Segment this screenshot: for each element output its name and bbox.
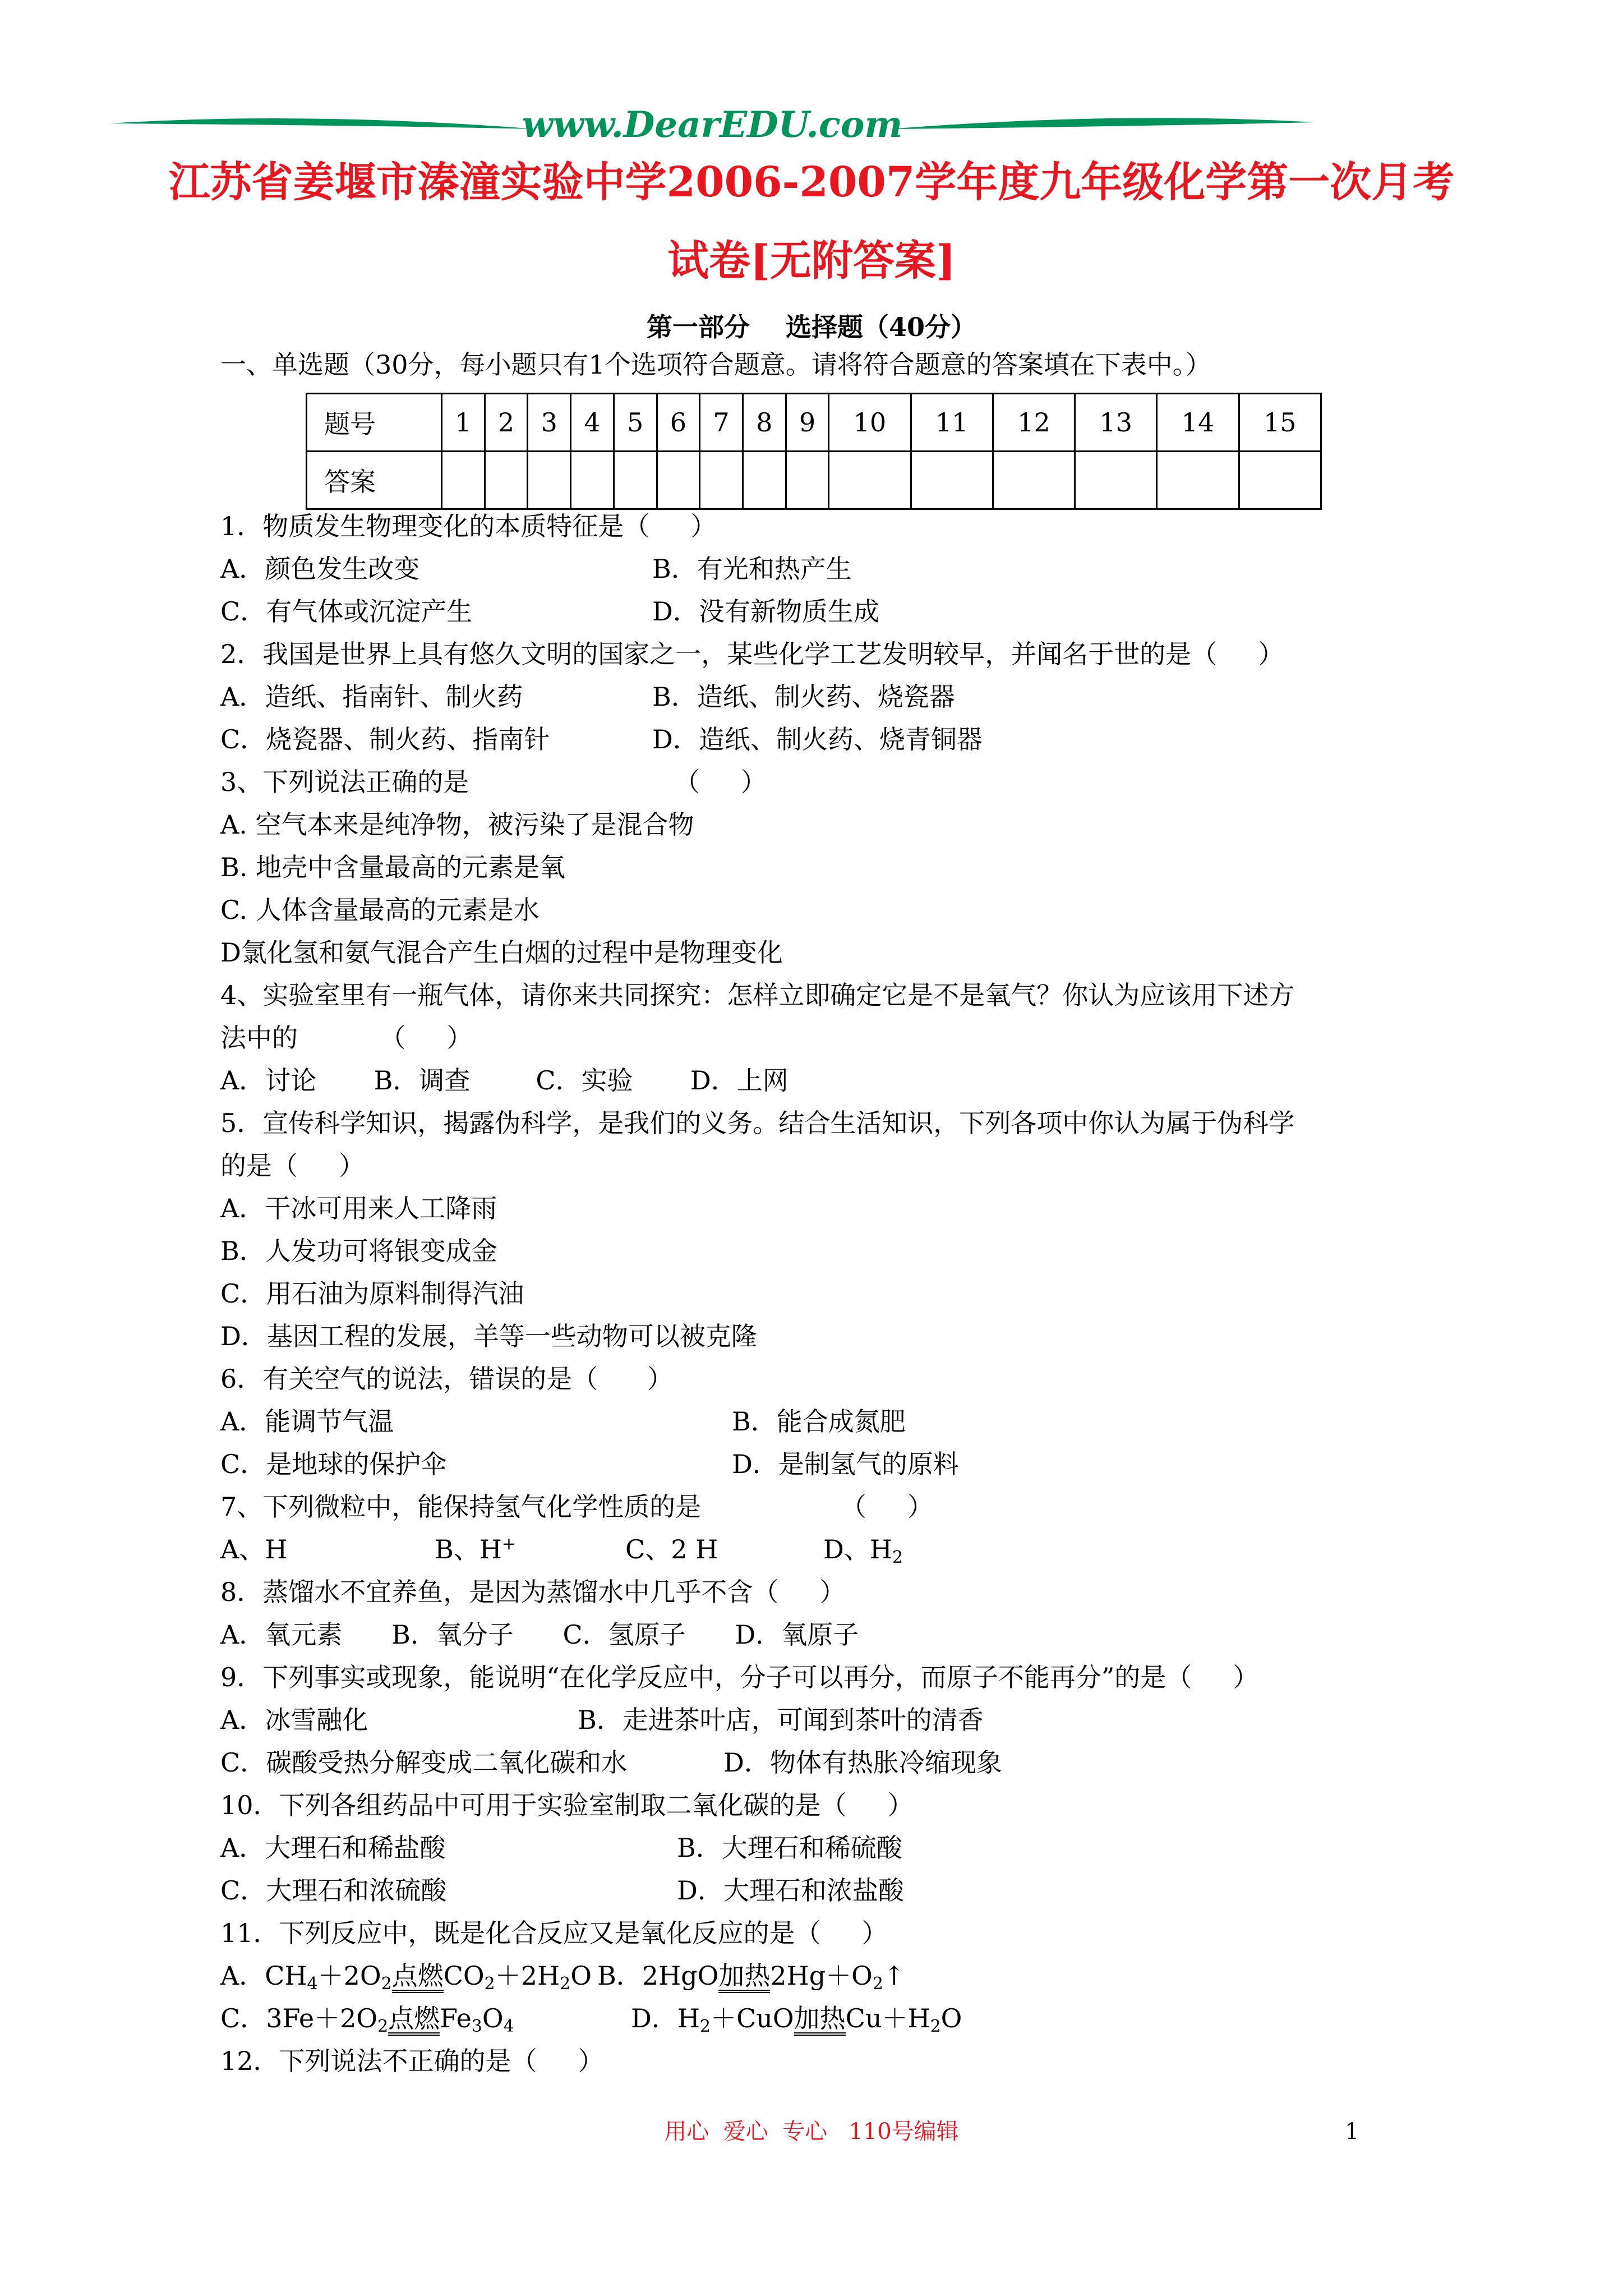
question-3: 3、下列说法正确的是 （ ）	[220, 767, 767, 797]
option-7a: A、H	[220, 1534, 288, 1565]
question-number-cell: 14	[1157, 394, 1239, 452]
answer-cell[interactable]	[1239, 452, 1321, 509]
option-9c: C．碳酸受热分解变成二氧化碳和水	[220, 1747, 628, 1778]
answer-cell[interactable]	[700, 452, 743, 509]
option-5b: B．人发功可将银变成金	[220, 1236, 497, 1266]
reaction-condition: 加热	[718, 1962, 770, 1993]
option-10d: D．大理石和浓盐酸	[677, 1875, 904, 1906]
section-heading: 第一部分 选择题（40分）	[646, 312, 977, 342]
options-4: A．讨论 B．调查 C．实验 D．上网	[220, 1065, 789, 1096]
option-10a: A．大理石和稀盐酸	[220, 1833, 446, 1863]
option-5a: A．干冰可用来人工降雨	[220, 1193, 497, 1223]
answer-table	[306, 393, 1322, 510]
question-6: 6．有关空气的说法，错误的是（ ）	[220, 1364, 673, 1394]
page-number: 1	[1345, 2119, 1359, 2145]
question-number-cell: 10	[829, 394, 911, 452]
answer-cell[interactable]	[911, 452, 993, 509]
option-1a: A．颜色发生改变	[220, 554, 420, 584]
answer-cell[interactable]	[571, 452, 614, 509]
option-7d: D、$H_2$	[823, 1534, 903, 1567]
question-4: 4、实验室里有一瓶气体，请你来共同探究：怎样立即确定它是不是氧气？你认为应该用下述方	[220, 980, 1295, 1010]
option-1c: C．有气体或沉淀产生	[220, 596, 473, 627]
question-number-cell: 13	[1075, 394, 1157, 452]
option-11d: D．$H_2+CuO$加热$Cu+H_2O$	[631, 2003, 962, 2036]
question-number-cell: 15	[1239, 394, 1321, 452]
option-6d: D．是制氢气的原料	[732, 1449, 959, 1479]
question-12: 12．下列说法不正确的是（ ）	[220, 2046, 604, 2076]
page-title-line1: 江苏省姜堰市溱潼实验中学2006-2007学年度九年级化学第一次月考	[168, 158, 1455, 206]
gas-arrow-icon: ↑	[883, 1961, 905, 1991]
option-3a: A. 空气本来是纯净物，被污染了是混合物	[220, 809, 694, 840]
question-number-cell: 3	[528, 394, 571, 452]
question-5-cont: 的是（ ）	[220, 1151, 365, 1181]
question-number-cell: 5	[614, 394, 657, 452]
question-5: 5．宣传科学知识，揭露伪科学，是我们的义务。结合生活知识，下列各项中你认为属于伪科学	[220, 1108, 1295, 1138]
question-number-cell: 2	[485, 394, 528, 452]
question-number-cell: 12	[993, 394, 1075, 452]
option-2b: B．造纸、制火药、烧瓷器	[652, 682, 955, 712]
answer-cell[interactable]	[657, 452, 700, 509]
option-2a: A．造纸、指南针、制火药	[220, 682, 523, 712]
footer-note: 用心 爱心 专心 110号编辑	[664, 2119, 959, 2145]
instruction-text: 一、单选题（30分，每小题只有1个选项符合题意。请将符合题意的答案填在下表中。）	[220, 349, 1211, 380]
options-8: A．氧元素 B．氧分子 C．氢原子 D．氧原子	[220, 1619, 859, 1650]
option-1b: B．有光和热产生	[652, 554, 852, 584]
question-number-cell: 1	[442, 394, 485, 452]
reaction-condition: 点燃	[392, 1962, 444, 1993]
option-10b: B．大理石和稀硫酸	[677, 1833, 902, 1863]
option-3c: C. 人体含量最高的元素是水	[220, 895, 540, 925]
question-number-cell: 8	[743, 394, 786, 452]
question-2: 2．我国是世界上具有悠久文明的国家之一，某些化学工艺发明较早，并闻名于世的是（ ）	[220, 639, 1284, 669]
answer-cell[interactable]	[829, 452, 911, 509]
answer-cell[interactable]	[614, 452, 657, 509]
answer-table-answer-row	[307, 452, 1321, 509]
reaction-condition: 加热	[794, 2004, 846, 2036]
question-10: 10．下列各组药品中可用于实验室制取二氧化碳的是（ ）	[220, 1790, 914, 1820]
option-11c: C．$3Fe+2O_2$点燃$Fe_3O_4$	[220, 2003, 514, 2036]
question-number-cell: 4	[571, 394, 614, 452]
answer-table-header-row	[307, 394, 1321, 452]
answer-cell[interactable]	[485, 452, 528, 509]
table-row-header: 题号	[307, 394, 442, 452]
answer-cell[interactable]	[528, 452, 571, 509]
option-10c: C．大理石和浓硫酸	[220, 1875, 447, 1906]
option-6c: C．是地球的保护伞	[220, 1449, 447, 1479]
option-11a: A．$CH_4+2O_2$点燃$CO_2+2H_2O$	[220, 1961, 592, 1994]
question-number-cell: 6	[657, 394, 700, 452]
option-6b: B．能合成氮肥	[732, 1406, 906, 1437]
page-title-line2: 试卷[无附答案]	[667, 237, 956, 285]
option-3d: D氯化氢和氨气混合产生白烟的过程中是物理变化	[220, 937, 783, 968]
answer-cell[interactable]	[786, 452, 829, 509]
option-1d: D．没有新物质生成	[652, 596, 879, 627]
option-6a: A．能调节气温	[220, 1406, 394, 1437]
question-4-cont: 法中的 （ ）	[220, 1023, 473, 1053]
question-number-cell: 7	[700, 394, 743, 452]
question-8: 8．蒸馏水不宜养鱼，是因为蒸馏水中几乎不含（ ）	[220, 1577, 846, 1607]
reaction-condition: 点燃	[388, 2004, 440, 2036]
option-9b: B．走进茶叶店，可闻到茶叶的清香	[578, 1705, 984, 1735]
question-11: 11．下列反应中，既是化合反应又是氧化反应的是（ ）	[220, 1918, 888, 1948]
question-number-cell: 9	[786, 394, 829, 452]
question-1: 1．物质发生物理变化的本质特征是（ ）	[220, 511, 717, 541]
answer-cell[interactable]	[442, 452, 485, 509]
option-3b: B. 地壳中含量最高的元素是氧	[220, 852, 566, 882]
option-5d: D．基因工程的发展，羊等一些动物可以被克隆	[220, 1321, 757, 1351]
option-7c: C、2 H	[625, 1534, 718, 1565]
option-9a: A．冰雪融化	[220, 1705, 368, 1735]
question-number-cell: 11	[911, 394, 993, 452]
table-row-header: 答案	[307, 452, 442, 509]
answer-cell[interactable]	[1157, 452, 1239, 509]
answer-cell[interactable]	[993, 452, 1075, 509]
site-banner	[109, 100, 1315, 150]
option-2c: C．烧瓷器、制火药、指南针	[220, 724, 550, 754]
option-7b: B、H+	[435, 1534, 517, 1565]
answer-cell[interactable]	[1075, 452, 1157, 509]
option-2d: D．造纸、制火药、烧青铜器	[652, 724, 983, 754]
site-name[interactable]: www.DearEDU.com	[522, 104, 903, 146]
question-7: 7、下列微粒中，能保持氢气化学性质的是 （ ）	[220, 1492, 933, 1522]
option-9d: D．物体有热胀冷缩现象	[723, 1747, 1002, 1778]
answer-cell[interactable]	[743, 452, 786, 509]
option-5c: C．用石油为原料制得汽油	[220, 1278, 524, 1309]
option-11b: B．2HgO加热$2Hg+O_2↑$	[597, 1961, 905, 1994]
question-9: 9．下列事实或现象，能说明“在化学反应中，分子可以再分，而原子不能再分”的是（ ）	[220, 1662, 1259, 1692]
